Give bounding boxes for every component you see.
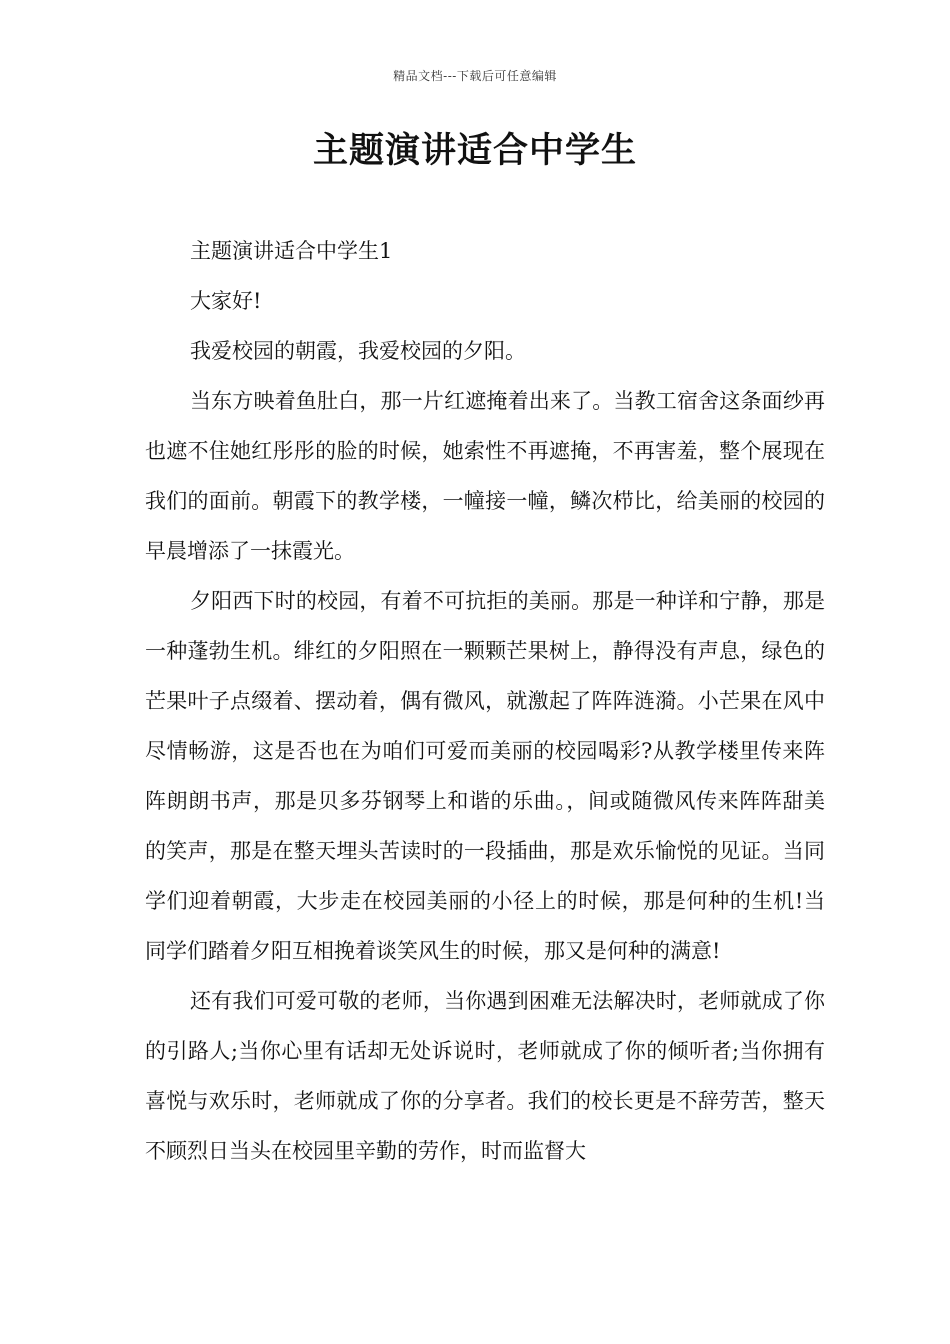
intro-paragraph: 我爱校园的朝霞，我爱校园的夕阳。 <box>190 339 526 363</box>
document-title: 主题演讲适合中学生 <box>312 130 637 171</box>
section-heading: 主题演讲适合中学生1 <box>190 239 393 263</box>
greeting-paragraph: 大家好! <box>190 289 262 313</box>
body-paragraph-sunset: 夕阳西下时的校园，有着不可抗拒的美丽。那是一种详和宁静，那是一种蓬勃生机。绯红的夕阳照在一颗颗芒果树上，静得没有声息，绿色的芒果叶子点缀着、摆动着，偶有微风，就激起了阵阵涟漪。小芒果在风中尽情畅游，这是否也在为咱们可爱而美丽的校园喝彩?从教学楼里传来阵阵朗朗书声，那是贝多芬钢琴上和谐的乐曲。，间或随微风传来阵阵甜美的笑声，那是在整天埋头苦读时的一段插曲，那是欢乐愉悦的见证。当同学们迎着朝霞，大步走在校园美丽的小径上的时候，那是何种的生机!当同学们踏着夕阳互相挽着谈笑风生的时候，那又是何种的满意! <box>145 589 825 963</box>
body-paragraph-teachers: 还有我们可爱可敬的老师，当你遇到困难无法解决时，老师就成了你的引路人;当你心里有话却无处诉说时，老师就成了你的倾听者;当你拥有喜悦与欢乐时，老师就成了你的分享者。我们的校长更是不辞劳苦，整天不顾烈日当头在校园里辛勤的劳作，时而监督大 <box>145 989 825 1163</box>
header-note: 精品文档---下载后可任意编辑 <box>393 69 557 83</box>
body-paragraph-morning: 当东方映着鱼肚白，那一片红遮掩着出来了。当教工宿舍这条面纱再也遮不住她红彤彤的脸的时候，她索性不再遮掩，不再害羞，整个展现在我们的面前。朝霞下的教学楼，一幢接一幢，鳞次栉比，给美丽的校园的早晨增添了一抹霞光。 <box>145 389 825 563</box>
document-body <box>145 226 825 1176</box>
